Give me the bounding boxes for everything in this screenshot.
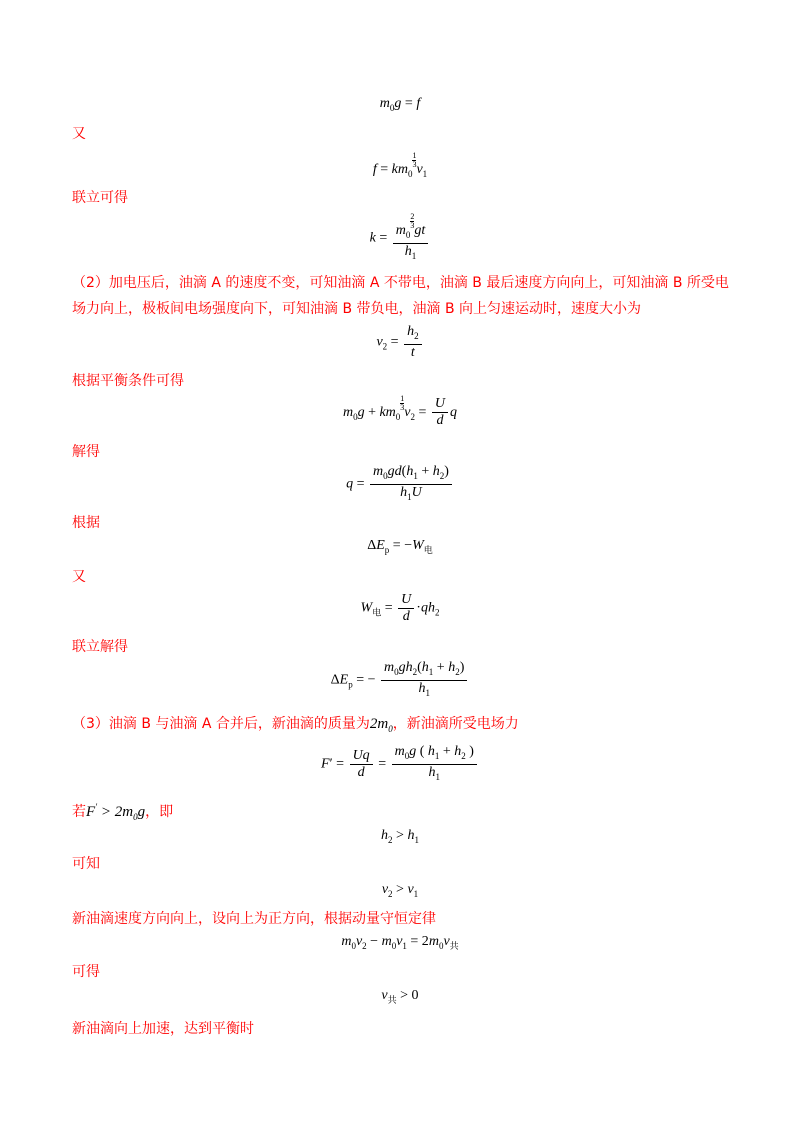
ji-label: ，即 xyxy=(145,804,174,820)
part3-mass: $2m_0$ xyxy=(369,716,393,734)
equation-7: $\Delta E_p = -W_电$ xyxy=(367,538,433,555)
equation-14: $m_0v_2 - m_0v_1 = 2m_0v_共$ xyxy=(341,934,459,951)
equation-5: $m_0g + km_0$ $\frac{1}{3}$ $v_2$ = $\frac{U}{d}$ q xyxy=(342,394,458,429)
text-you-2: 又 xyxy=(72,569,86,585)
text-pingheng: 根据平衡条件可得 xyxy=(72,373,184,389)
equation-4: $v_2$ = $\frac{h_2}{t}$ xyxy=(0,324,800,361)
text-dongliang: 新油滴速度方向向上，设向上为正方向，根据动量守恒定律 xyxy=(72,911,436,927)
equation-1: $m_0g = f$ xyxy=(379,96,421,113)
text-part-3 xyxy=(72,715,519,738)
equation-10: F′ = $\frac{Uq}{d}$ = $\frac{m_0g ( h_1 + h_2 )}{h_1}$ xyxy=(0,744,800,785)
equation-13: $v_2 > v_1$ xyxy=(381,882,419,899)
text-you-1: 又 xyxy=(72,126,86,142)
ruo-label: 若 xyxy=(72,804,86,820)
text-genju: 根据 xyxy=(72,515,100,531)
text-jiede: 解得 xyxy=(72,444,100,460)
inline-eq-force: $F' > 2m_0g$ xyxy=(86,802,146,822)
equation-15: $v_共 > 0$ xyxy=(381,988,419,1005)
equation-9: $\Delta E_p$ = − $\frac{m_0gh_2(h_1 + h_2)}{h_1}$ xyxy=(0,660,800,701)
equation-3: k = $m_0$ $\frac{2}{3}$ gt $h_1$ xyxy=(0,213,800,264)
text-part-2: （2）加电压后，油滴 A 的速度不变，可知油滴 A 不带电，油滴 B 最后速度方向向上，可知油滴 B 所受电场力向上，极板间电场强度向下，可知油滴 B 带负电，油滴 B 向上匀速运动时，速度大小为 xyxy=(72,275,729,317)
equation-6: q = $\frac{m_0gd(h_1 + h_2)}{h_1U}$ xyxy=(0,464,800,505)
part3-text-a: （3）油滴 B 与油滴 A 合并后，新油滴的质量为 xyxy=(72,716,370,732)
text-lianli-kede: 联立可得 xyxy=(72,190,128,206)
text-jiasu: 新油滴向上加速，达到平衡时 xyxy=(72,1021,254,1037)
text-ruo xyxy=(72,798,173,826)
equation-8: $W_电$ = $\frac{U}{d}$ $\cdot qh_2$ xyxy=(360,592,440,624)
part3-text-b: ，新油滴所受电场力 xyxy=(392,716,519,732)
equation-2: $f = km_0$ $\frac{1}{3}$ $v_1$ xyxy=(372,151,428,179)
text-kezhi: 可知 xyxy=(72,856,100,872)
equation-12: $h_2 > h_1$ xyxy=(381,828,419,845)
text-kede: 可得 xyxy=(72,964,100,980)
text-lianli-jiede: 联立解得 xyxy=(72,639,128,655)
